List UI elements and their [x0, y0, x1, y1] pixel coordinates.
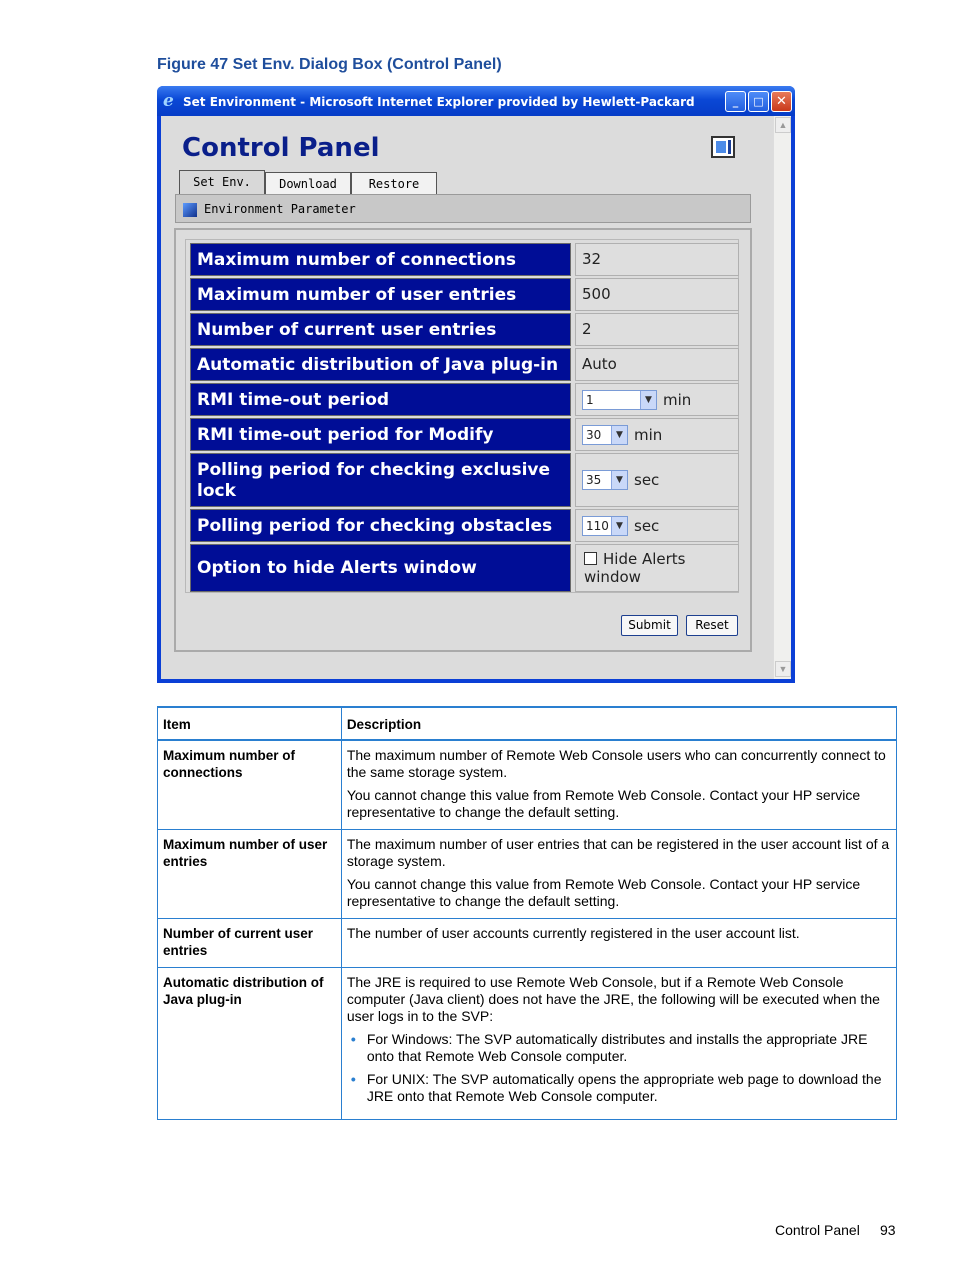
column-header-description: Description	[341, 707, 896, 740]
param-value	[575, 418, 739, 451]
rmi-timeout-select[interactable]	[582, 390, 657, 410]
param-row-polling-exclusive-lock	[190, 453, 738, 507]
select-value: 1	[586, 393, 594, 407]
param-label: Option to hide Alerts window	[190, 544, 571, 592]
browser-client-area	[161, 116, 791, 679]
param-label: Polling period for checking obstacles	[190, 509, 571, 542]
checkbox-label: Hide Alerts window	[584, 550, 686, 586]
param-label: RMI time-out period	[190, 383, 571, 416]
item-cell: Maximum number of connections	[158, 740, 342, 830]
param-label: Number of current user entries	[190, 313, 571, 346]
param-value: 32	[575, 243, 739, 276]
param-value	[575, 383, 739, 416]
figure-caption: Figure 47 Set Env. Dialog Box (Control Panel)	[157, 56, 502, 73]
param-value	[575, 509, 739, 542]
window-restore-icon[interactable]	[711, 136, 735, 158]
table-row	[158, 919, 897, 968]
column-header-item: Item	[158, 707, 342, 740]
rmi-timeout-modify-select[interactable]	[582, 425, 628, 445]
section-label: Environment Parameter	[204, 202, 356, 216]
description-paragraph: You cannot change this value from Remote Web Console. Contact your HP service representative to change the default setting.	[346, 787, 861, 820]
close-button[interactable]: ✕	[771, 91, 792, 112]
description-paragraph: The maximum number of user entries that can be registered in the user account list of a storage system.	[346, 836, 890, 869]
param-row-java-distribution	[190, 348, 738, 381]
param-label: RMI time-out period for Modify	[190, 418, 571, 451]
chevron-down-icon[interactable]: ▼	[611, 426, 627, 444]
bullet-item: • For UNIX: The SVP automatically opens the appropriate web page to download the JRE onto that Remote Web Console computer.	[347, 1071, 891, 1105]
section-header	[175, 194, 751, 223]
item-cell: Automatic distribution of Java plug-in	[158, 968, 342, 1120]
icon-fill	[716, 141, 726, 153]
table-row	[158, 830, 897, 919]
param-label: Automatic distribution of Java plug-in	[190, 348, 571, 381]
polling-lock-select[interactable]	[582, 470, 628, 490]
description-cell	[341, 740, 896, 830]
control-panel-page	[161, 116, 773, 679]
parameters-box	[174, 228, 752, 652]
parameters-table	[185, 239, 739, 593]
table-row	[158, 740, 897, 830]
description-paragraph: You cannot change this value from Remote Web Console. Contact your HP service representative to change the default setting.	[346, 876, 861, 909]
param-label: Polling period for checking exclusive lock	[190, 453, 571, 507]
select-value: 110	[586, 519, 609, 533]
param-row-max-connections	[190, 243, 738, 276]
select-value: 30	[586, 428, 602, 442]
browser-window	[157, 86, 795, 683]
description-paragraph: The number of user accounts currently registered in the user account list.	[346, 925, 800, 941]
param-label: Maximum number of user entries	[190, 278, 571, 311]
icon-bar	[728, 140, 731, 154]
description-table	[157, 706, 897, 1120]
maximize-button[interactable]: □	[748, 91, 769, 112]
param-row-rmi-timeout-modify	[190, 418, 738, 451]
description-cell	[341, 830, 896, 919]
param-row-hide-alerts	[190, 544, 738, 592]
param-value: 2	[575, 313, 739, 346]
polling-obstacles-select[interactable]	[582, 516, 628, 536]
tab-download[interactable]: Download	[265, 172, 351, 194]
window-title: Set Environment - Microsoft Internet Explorer provided by Hewlett-Packard	[183, 95, 695, 109]
description-paragraph: The maximum number of Remote Web Console users who can concurrently connect to the same storage system.	[346, 747, 886, 780]
param-value	[575, 544, 739, 592]
description-cell	[341, 968, 896, 1120]
hide-alerts-checkbox[interactable]	[584, 552, 597, 565]
description-cell	[341, 919, 896, 968]
param-row-max-user-entries	[190, 278, 738, 311]
param-value: Auto	[575, 348, 739, 381]
description-paragraph: The JRE is required to use Remote Web Console, but if a Remote Web Console computer (Java client) does not have the JRE, the following will be executed when the user logs in to the SVP:	[346, 974, 880, 1024]
page-number: 93	[880, 1222, 896, 1238]
table-row	[158, 968, 897, 1120]
param-row-polling-obstacles	[190, 509, 738, 542]
page-title: Control Panel	[182, 133, 380, 163]
submit-button[interactable]: Submit	[621, 615, 678, 636]
scroll-up-icon[interactable]: ▲	[775, 117, 791, 133]
chevron-down-icon[interactable]: ▼	[611, 471, 627, 489]
param-value	[575, 453, 739, 507]
param-label: Maximum number of connections	[190, 243, 571, 276]
reset-button[interactable]: Reset	[686, 615, 738, 636]
footer-section-title: Control Panel	[775, 1222, 860, 1238]
bullet-item: • For Windows: The SVP automatically distributes and installs the appropriate JRE onto that Remote Web Console computer.	[347, 1031, 891, 1065]
scroll-down-icon[interactable]: ▼	[775, 661, 791, 677]
ie-icon: e	[163, 91, 174, 111]
item-cell: Maximum number of user entries	[158, 830, 342, 919]
bullet-list	[347, 1031, 891, 1105]
select-value: 35	[586, 473, 602, 487]
unit-label: min	[663, 391, 692, 409]
chevron-down-icon[interactable]: ▼	[640, 391, 656, 409]
unit-label: min	[634, 426, 663, 444]
item-cell: Number of current user entries	[158, 919, 342, 968]
param-row-current-user-entries	[190, 313, 738, 346]
param-value: 500	[575, 278, 739, 311]
tab-set-env[interactable]: Set Env.	[179, 170, 265, 195]
chevron-down-icon[interactable]: ▼	[611, 517, 627, 535]
tab-restore[interactable]: Restore	[351, 172, 437, 194]
unit-label: sec	[634, 471, 660, 489]
vertical-scrollbar[interactable]	[773, 116, 791, 679]
table-header-row	[158, 707, 897, 740]
unit-label: sec	[634, 517, 660, 535]
minimize-button[interactable]: _	[725, 91, 746, 112]
window-titlebar[interactable]	[157, 86, 795, 116]
param-row-rmi-timeout	[190, 383, 738, 416]
section-icon	[183, 203, 197, 217]
